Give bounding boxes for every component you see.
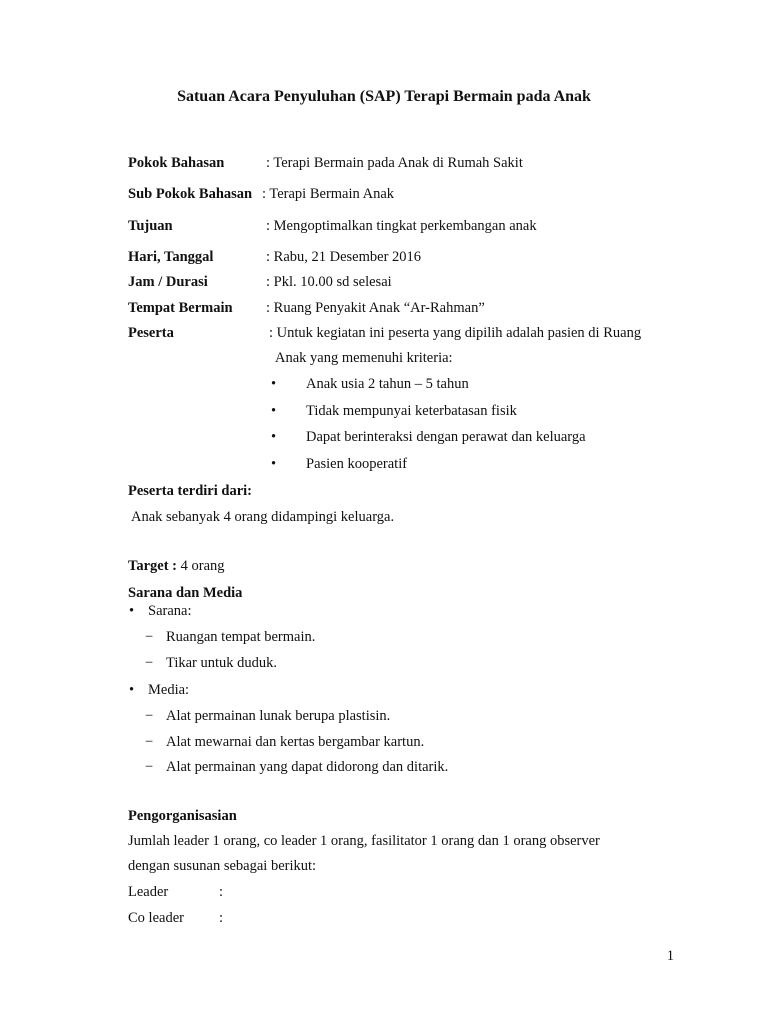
kriteria-item: Tidak mempunyai keterbatasan fisik	[306, 403, 517, 419]
sarana-item: Tikar untuk duduk.	[166, 655, 278, 671]
text-pengorganisasian-2: dengan susunan sebagai berikut:	[128, 858, 317, 874]
label-pokok-bahasan: Pokok Bahasan	[128, 155, 225, 171]
label-tempat-bermain: Tempat Bermain	[128, 300, 233, 316]
value-tempat-bermain: : Ruang Penyakit Anak “Ar-Rahman”	[266, 300, 485, 316]
value-sub-pokok-bahasan: : Terapi Bermain Anak	[262, 186, 395, 202]
heading-peserta-terdiri: Peserta terdiri dari:	[128, 483, 253, 499]
label-peserta: Peserta	[128, 325, 174, 341]
bullet-icon: •	[129, 603, 135, 619]
dash-icon: −	[145, 629, 154, 645]
dash-icon: −	[145, 708, 154, 724]
bullet-icon: •	[271, 456, 277, 472]
document-title: Satuan Acara Penyuluhan (SAP) Terapi Bermain pada Anak	[177, 88, 591, 105]
sarana-label: Sarana:	[148, 603, 192, 619]
dash-icon: −	[145, 759, 154, 775]
role-coleader-value: :	[219, 910, 224, 926]
value-hari-tanggal: : Rabu, 21 Desember 2016	[266, 249, 422, 265]
text-pengorganisasian-1: Jumlah leader 1 orang, co leader 1 orang, fasilitator 1 orang dan 1 orang observer	[128, 833, 600, 849]
target-line	[128, 558, 225, 575]
bullet-icon: •	[129, 682, 135, 698]
bullet-icon: •	[271, 429, 277, 445]
text-peserta-terdiri: Anak sebanyak 4 orang didampingi keluarga.	[131, 509, 395, 525]
kriteria-item: Anak usia 2 tahun – 5 tahun	[306, 376, 469, 392]
dash-icon: −	[145, 734, 154, 750]
role-leader-label: Leader	[128, 884, 169, 900]
bullet-icon: •	[271, 376, 277, 392]
dash-icon: −	[145, 655, 154, 671]
value-peserta: : Untuk kegiatan ini peserta yang dipilih adalah pasien di Ruang	[269, 325, 642, 341]
sarana-item: Ruangan tempat bermain.	[166, 629, 316, 645]
heading-sarana-media: Sarana dan Media	[128, 585, 243, 601]
kriteria-item: Dapat berinteraksi dengan perawat dan keluarga	[306, 429, 586, 445]
media-item: Alat mewarnai dan kertas bergambar kartun.	[166, 734, 425, 750]
target-label: Target :	[128, 558, 177, 574]
value-pokok-bahasan: : Terapi Bermain pada Anak di Rumah Sakit	[266, 155, 523, 171]
bullet-icon: •	[271, 403, 277, 419]
page-number: 1	[666, 948, 674, 964]
media-item: Alat permainan yang dapat didorong dan ditarik.	[166, 759, 449, 775]
role-leader-value: :	[219, 884, 224, 900]
heading-pengorganisasian: Pengorganisasian	[128, 808, 237, 824]
label-tujuan: Tujuan	[128, 218, 173, 234]
value-jam-durasi: : Pkl. 10.00 sd selesai	[266, 274, 392, 290]
media-item: Alat permainan lunak berupa plastisin.	[166, 708, 391, 724]
kriteria-item: Pasien kooperatif	[306, 456, 408, 472]
role-coleader-label: Co leader	[128, 910, 184, 926]
label-hari-tanggal: Hari, Tanggal	[128, 249, 214, 265]
label-jam-durasi: Jam / Durasi	[128, 274, 208, 290]
label-sub-pokok-bahasan: Sub Pokok Bahasan	[128, 186, 253, 202]
peserta-continuation: Anak yang memenuhi kriteria:	[275, 350, 453, 366]
value-tujuan: : Mengoptimalkan tingkat perkembangan anak	[266, 218, 537, 234]
target-value: 4 orang	[177, 558, 225, 574]
media-label: Media:	[148, 682, 190, 698]
